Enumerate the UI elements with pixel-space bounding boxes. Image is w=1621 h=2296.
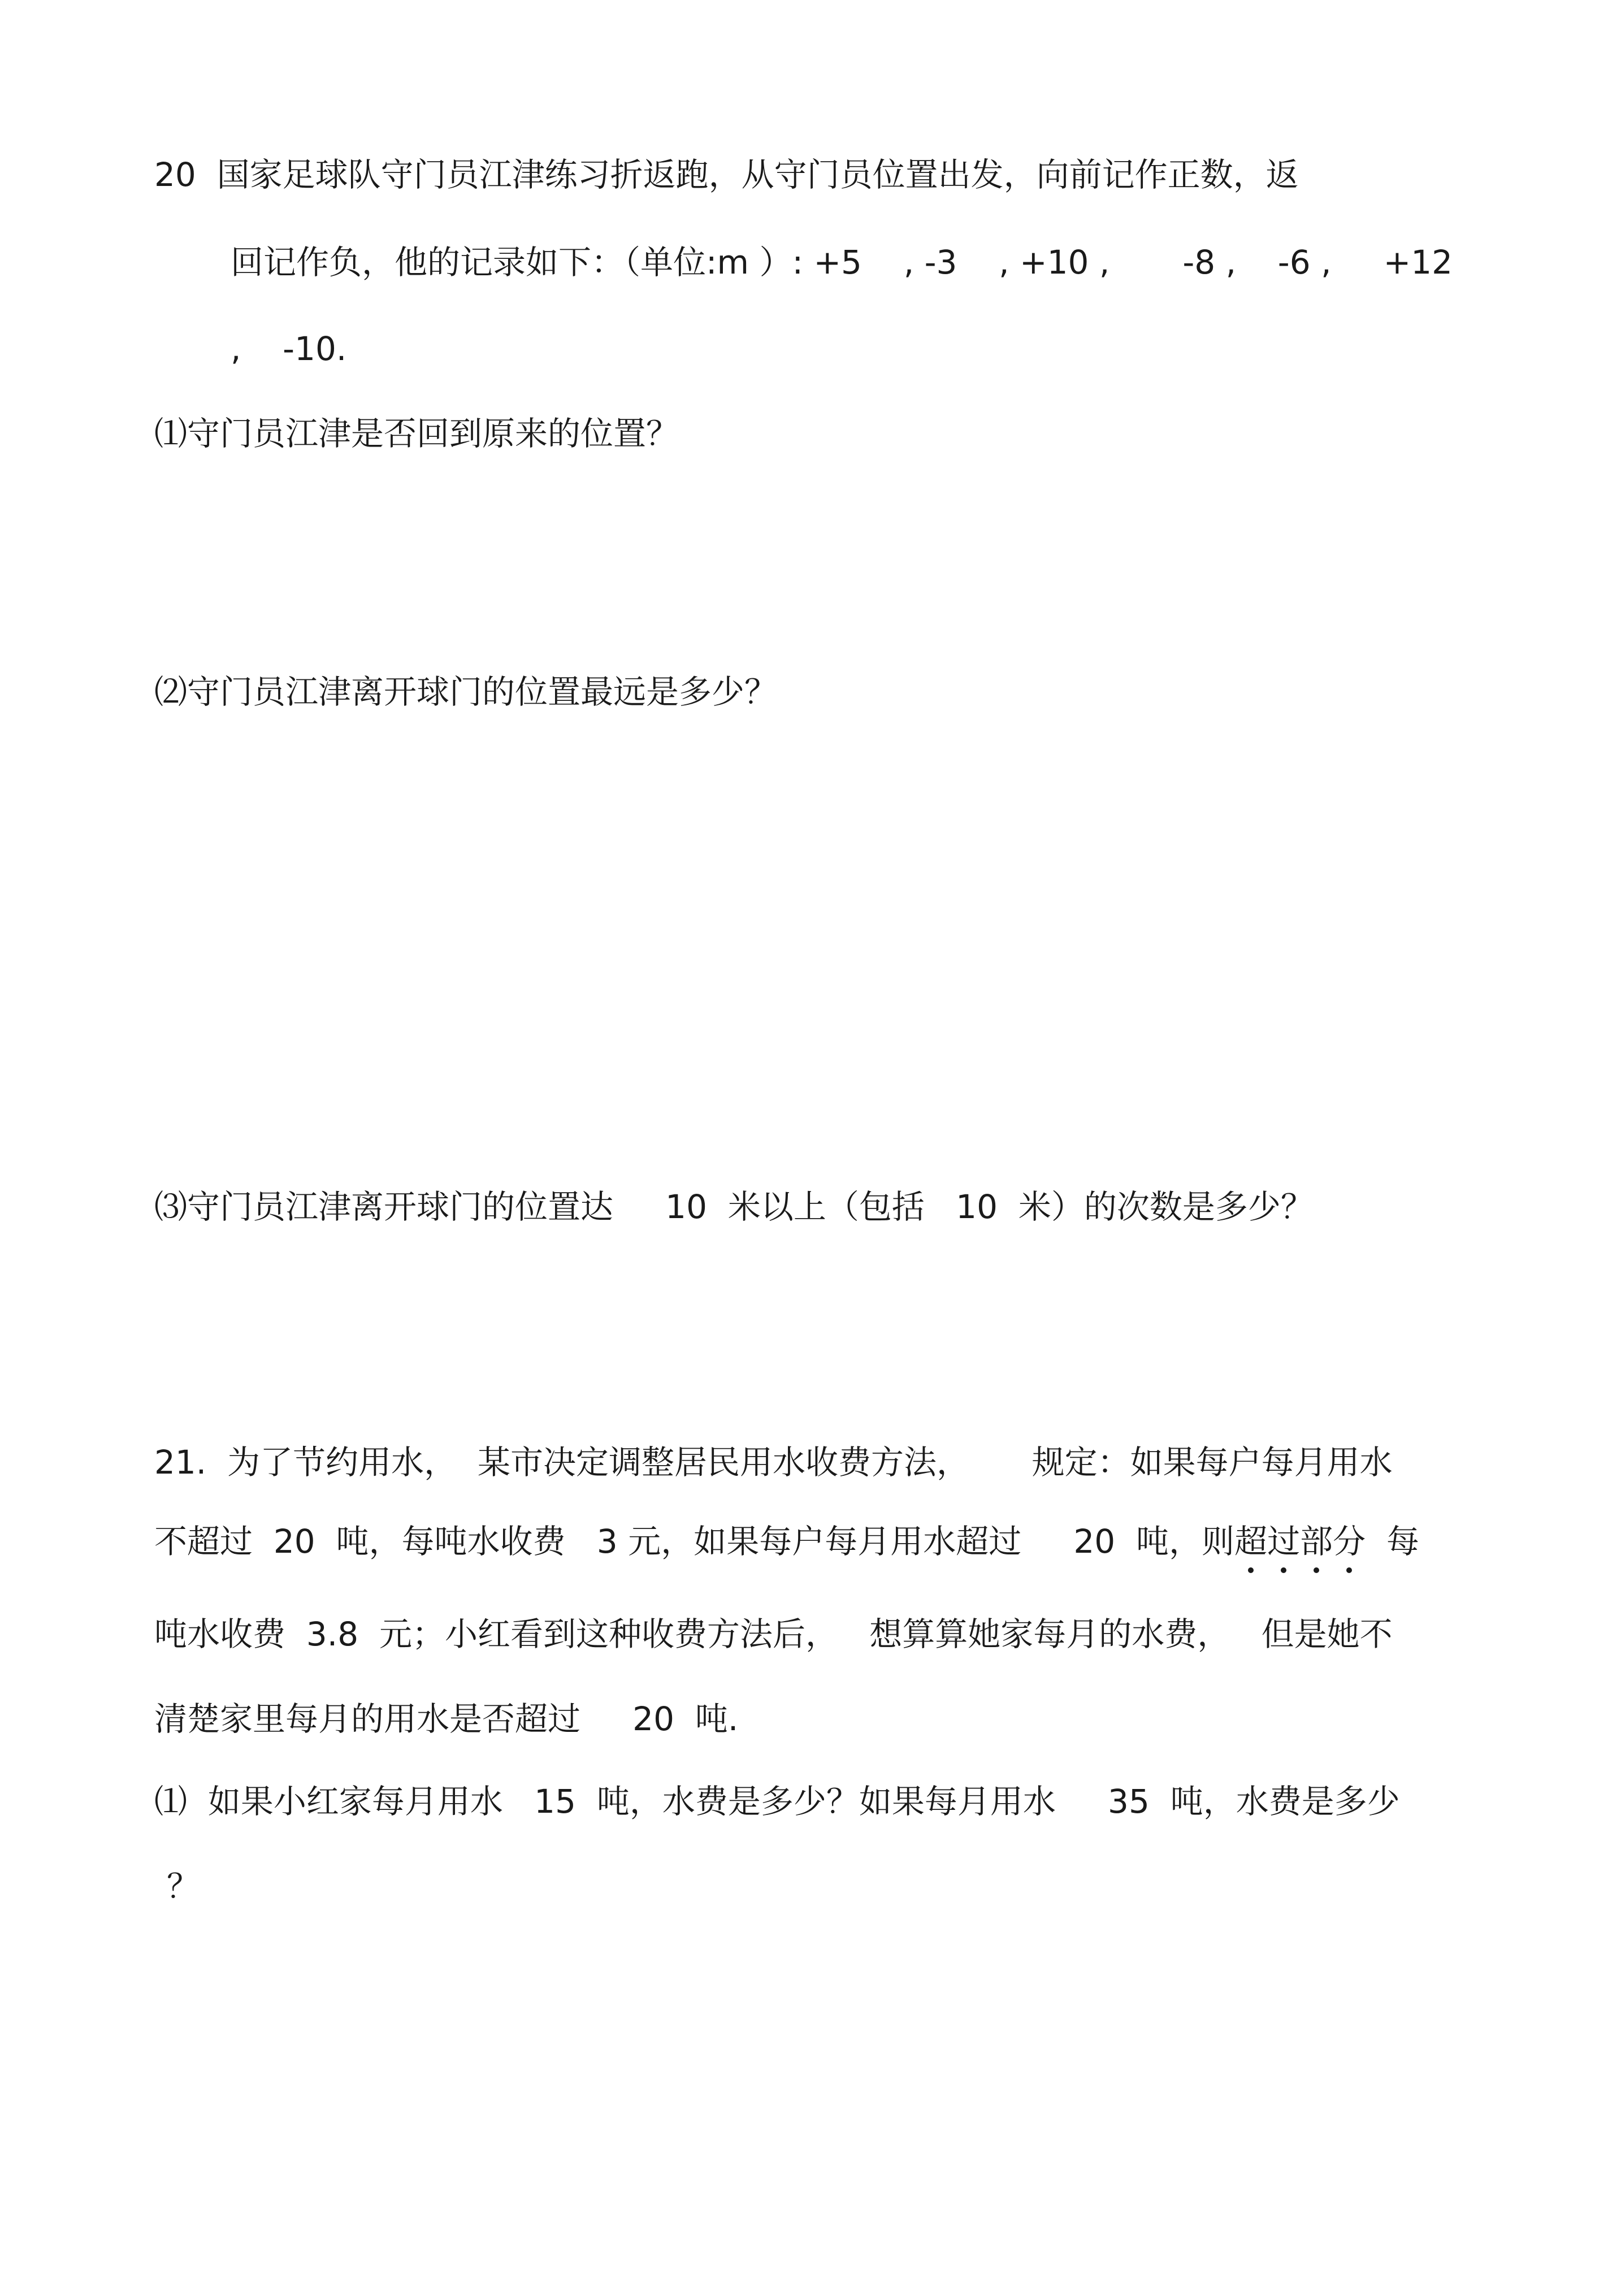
q20-subquestion-1: ⑴守门员江津是否回到原来的位置？ xyxy=(154,414,679,453)
q21-line-2-text: 不超过 20 吨，每吨水收费 3 元，如果每户每月用水超过 20 吨，则 xyxy=(154,1522,1235,1561)
emphasis-dot xyxy=(1314,1567,1319,1573)
q21-subquestion-1-continued: ？ xyxy=(167,1867,200,1905)
q21-line-2-tail: 每 xyxy=(1366,1522,1419,1561)
emphasis-dot xyxy=(1248,1567,1254,1573)
q21-stem-line-2 xyxy=(154,1522,1419,1561)
q21-stem-line-3: 吨水收费 3.8 元；小红看到这种收费方法后， 想算算她家每月的水费， 但是她不 xyxy=(154,1615,1393,1653)
q21-stem-line-1: 21. 为了节约用水， 某市决定调整居民用水收费方法， 规定：如果每户每月用水 xyxy=(154,1443,1393,1481)
q20-stem-line-1: 20 国家足球队守门员江津练习折返跑，从守门员位置出发，向前记作正数，返 xyxy=(154,155,1299,194)
emphasis-char: 部 xyxy=(1300,1522,1333,1561)
emphasis-dot xyxy=(1346,1567,1352,1573)
emphasis-dot xyxy=(1281,1567,1286,1573)
q20-subquestion-2: ⑵守门员江津离开球门的位置最远是多少？ xyxy=(154,673,778,711)
emphasis-char: 过 xyxy=(1267,1522,1300,1561)
q21-subquestion-1: ⑴ 如果小红家每月用水 15 吨，水费是多少？如果每月用水 35 吨，水费是多少 xyxy=(154,1782,1400,1821)
q20-stem-line-2: 回记作负，他的记录如下：（单位:m ）: +5 , -3 , +10 , -8 , -6 , +12 xyxy=(231,243,1453,281)
emphasis-char: 分 xyxy=(1333,1522,1366,1561)
q21-stem-line-4: 清楚家里每月的用水是否超过 20 吨. xyxy=(154,1700,739,1738)
q20-stem-line-3: , -10. xyxy=(231,330,347,368)
emphasis-char: 超 xyxy=(1234,1522,1267,1561)
q20-subquestion-3: ⑶守门员江津离开球门的位置达 10 米以上（包括 10 米）的次数是多少？ xyxy=(154,1188,1314,1226)
